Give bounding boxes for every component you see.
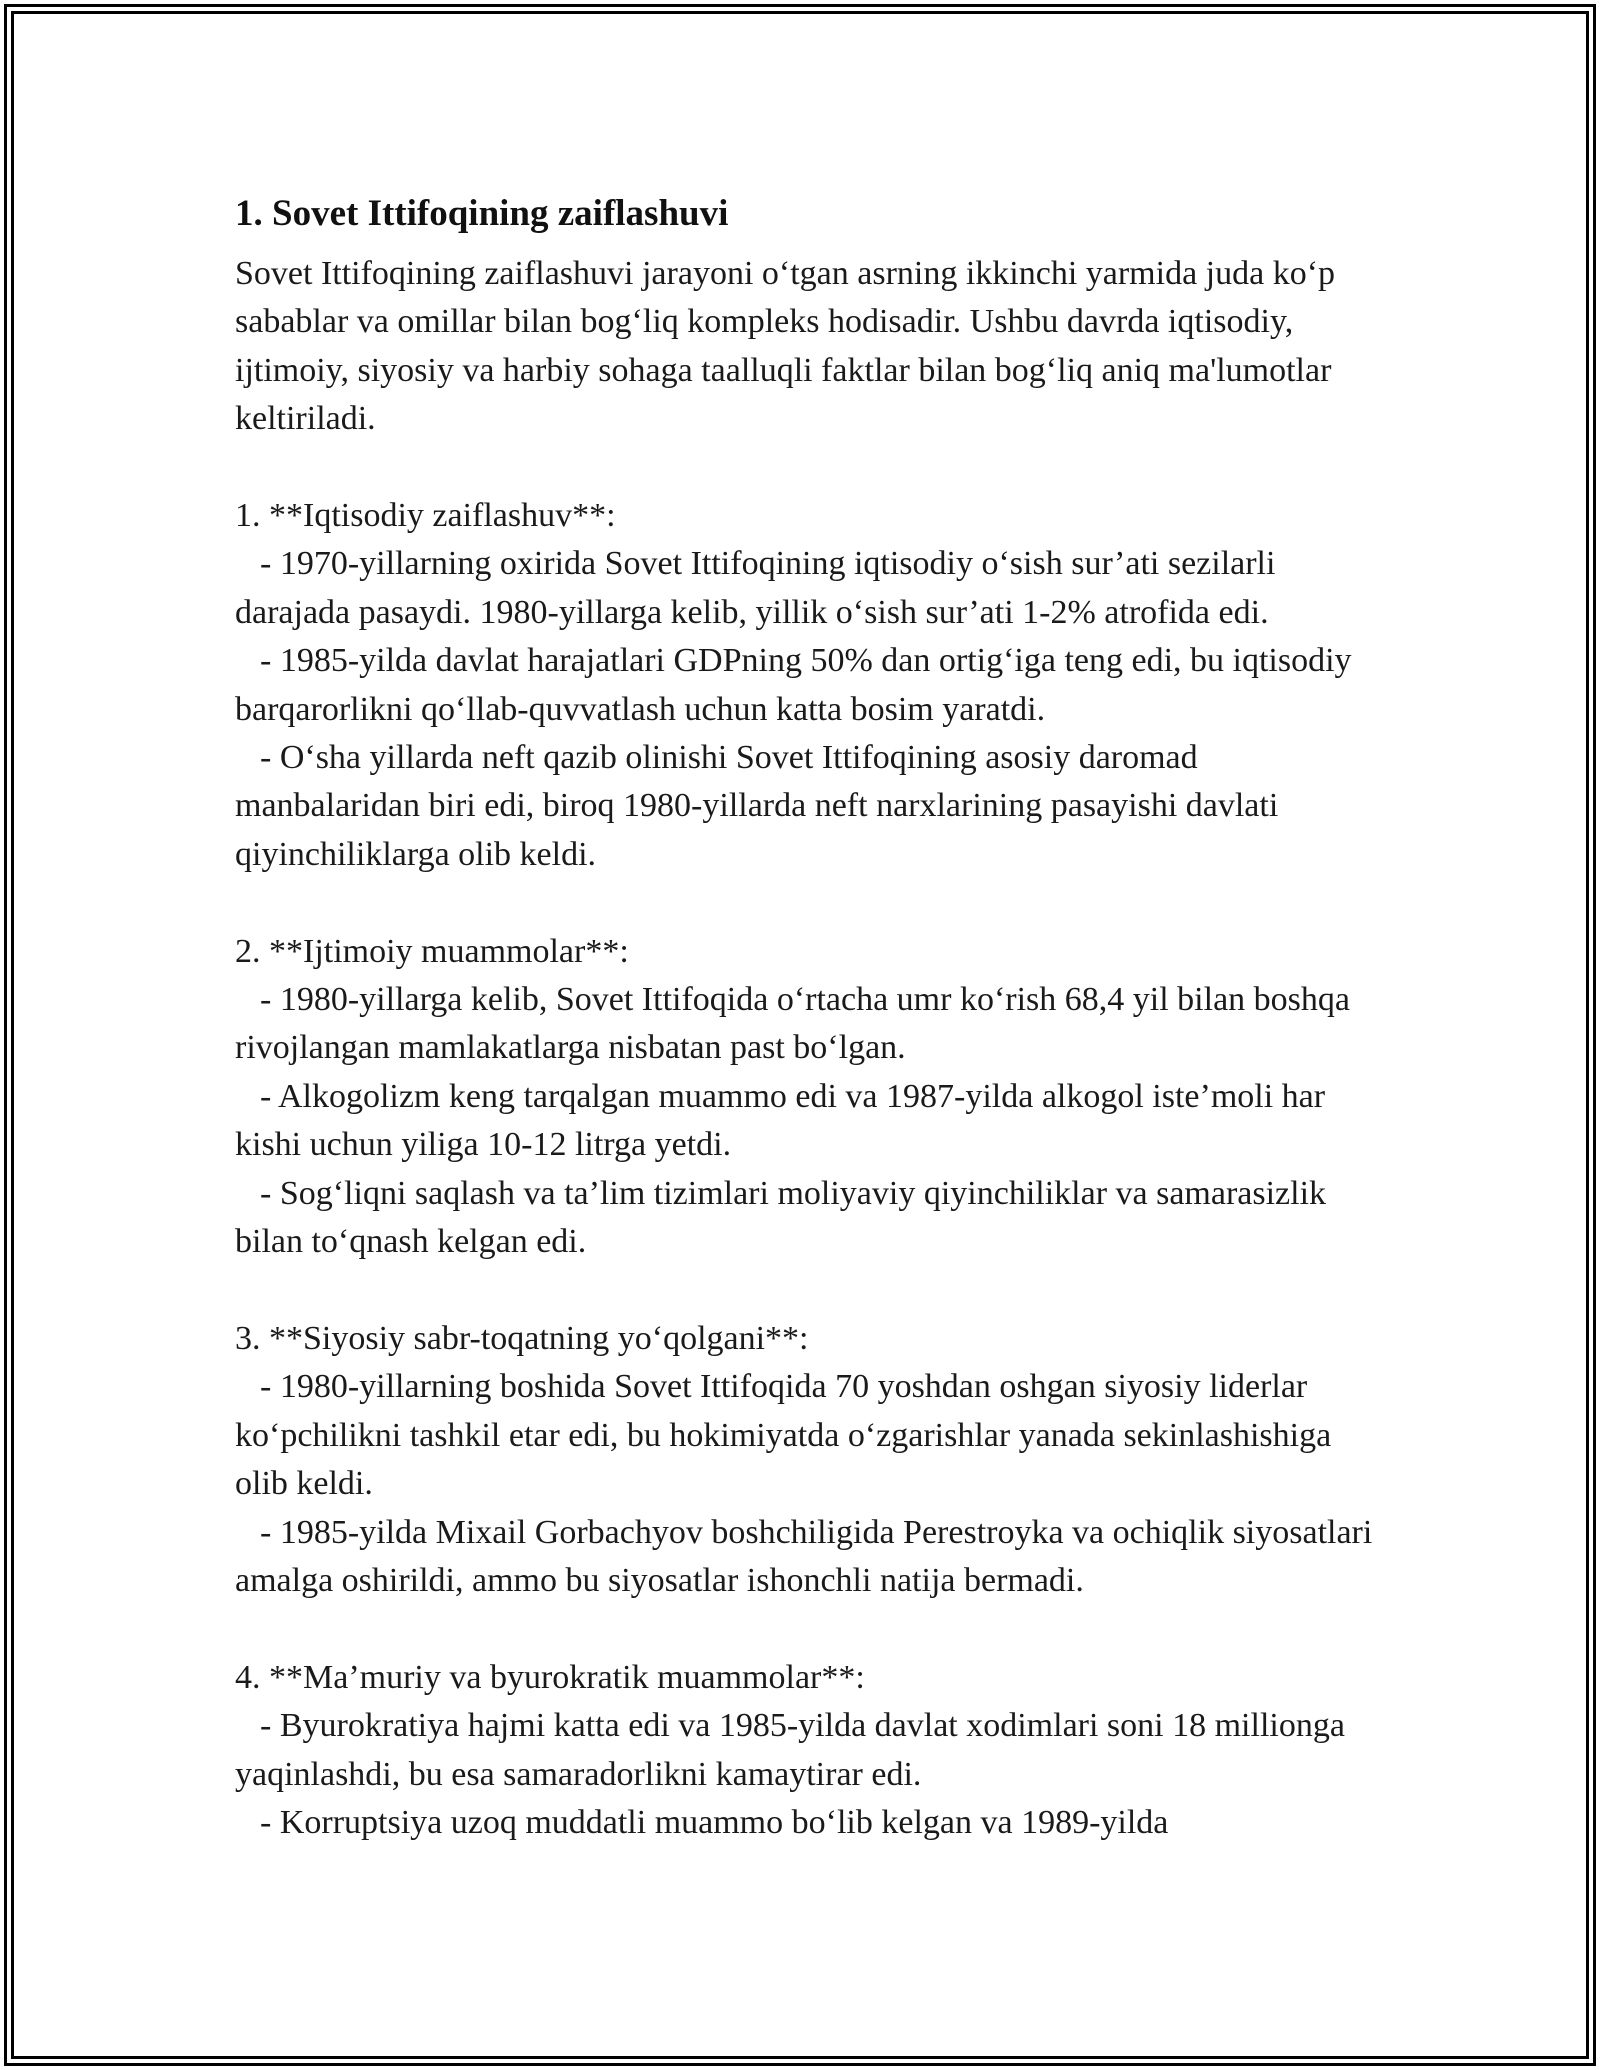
bullet-item: - Alkogolizm keng tarqalgan muammo edi va 1987-yilda alkogol iste’moli har kishi uchun yiliga 10-12 litrga yetdi. [235,1077,1326,1164]
section-heading: 2. **Ijtimoiy muammolar**: [235,932,629,970]
bullet-item: - Byurokratiya hajmi katta edi va 1985-yilda davlat xodimlari soni 18 millionga yaqinlashdi, bu esa samaradorlikni kamaytirar edi. [235,1707,1345,1793]
bullet-item: - 1985-yilda davlat harajatlari GDPning 50% dan ortig‘iga teng edi, bu iqtisodiy barqarorlikni qo‘llab-quvvatlash uchun katta bosim yaratdi. [235,642,1352,728]
bullet-item: - 1980-yillarning boshida Sovet Ittifoqida 70 yoshdan oshgan siyosiy liderlar ko‘pchilikni tashkil etar edi, bu hokimiyatda o‘zgarishlar yanada sekinlashishiga olib keldi. [235,1368,1332,1503]
bullet-item: - 1980-yillarga kelib, Sovet Ittifoqida o‘rtacha umr ko‘rish 68,4 yil bilan boshqa rivojlangan mamlakatlarga nisbatan past bo‘lgan. [235,981,1350,1067]
bullet-item: - O‘sha yillarda neft qazib olinishi Sovet Ittifoqining asosiy daromad manbalaridan biri edi, biroq 1980-yillarda neft narxlarining pasayishi davlati qiyinchiliklarga olib keldi. [235,739,1279,873]
bullet-item: - Korruptsiya uzoq muddatli muammo bo‘lib kelgan va 1989-yilda [260,1803,1169,1841]
bullet-item: - Sog‘liqni saqlash va ta’lim tizimlari moliyaviy qiyinchiliklar va samarasizlik bilan to‘qnash kelgan edi. [235,1174,1327,1261]
document-title: 1. Sovet Ittifoqining zaiflashuvi [235,193,729,234]
section-social [235,928,1385,1267]
section-heading: 4. **Ma’muriy va byurokratik muammolar**: [235,1658,865,1696]
section-heading: 3. **Siyosiy sabr-toqatning yo‘qolgani**: [235,1319,809,1357]
section-political [235,1315,1385,1605]
bullet-item: - 1985-yilda Mixail Gorbachyov boshchiligida Perestroyka va ochiqlik siyosatlari amalga oshirildi, ammo bu siyosatlar ishonchli natija bermadi. [235,1513,1373,1599]
bullet-item: - 1970-yillarning oxirida Sovet Ittifoqining iqtisodiy o‘sish sur’ati sezilarli darajada pasaydi. 1980-yillarga kelib, yillik o‘sish sur’ati 1-2% atrofida edi. [235,545,1276,631]
document-page [235,188,1385,1847]
section-heading: 1. **Iqtisodiy zaiflashuv**: [235,497,616,535]
section-administrative [235,1654,1385,1848]
section-economic [235,492,1385,879]
intro-paragraph: Sovet Ittifoqining zaiflashuvi jarayoni o‘tgan asrning ikkinchi yarmida juda ko‘p sabablar va omillar bilan bog‘liq kompleks hodisadir. Ushbu davrda iqtisodiy, ijtimoiy, siyosiy va harbiy sohaga taalluqli faktlar bilan bog‘liq aniq ma'lumotlar keltiriladi. [235,255,1336,438]
